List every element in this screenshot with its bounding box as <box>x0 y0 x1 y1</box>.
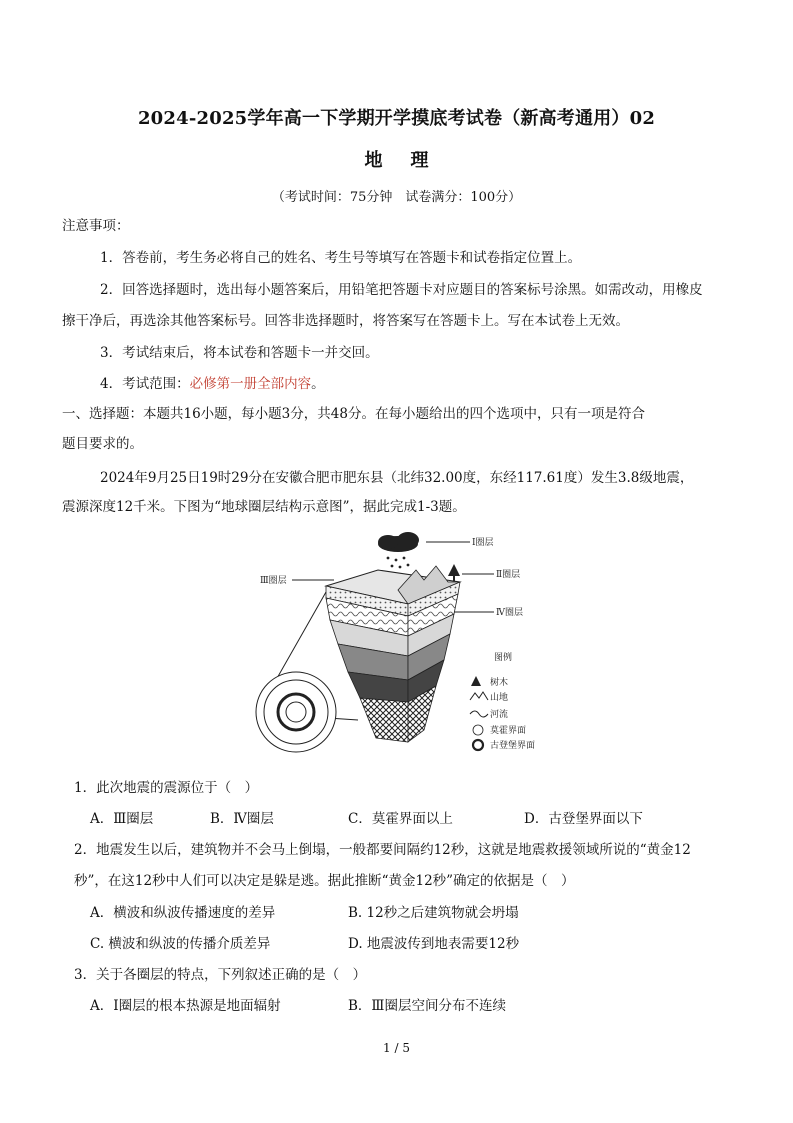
question-1-option-c: C．莫霍界面以上 <box>348 811 453 827</box>
legend-moho-icon <box>473 725 483 735</box>
notice-item-4 <box>100 374 325 394</box>
cloud-icon <box>378 532 419 568</box>
legend-mountain-icon <box>470 692 488 700</box>
question-1-option-a: A．Ⅲ圈层 <box>90 811 154 827</box>
question-2-option-d: D. 地震波传到地表需要12秒 <box>348 936 520 952</box>
figure-legend <box>470 651 535 751</box>
legend-tree: 树木 <box>490 678 509 688</box>
globe-rings <box>256 672 336 752</box>
diagram-svg <box>248 530 548 760</box>
question-2-stem-line-2: 秒”，在这12秒中人们可以决定是躲是逃。据此推断“黄金12秒”确定的依据是（ ） <box>74 873 575 889</box>
notice-item-1: 1．答卷前，考生务必将自己的姓名、考生号等填写在答题卡和试卷指定位置上。 <box>100 250 582 266</box>
exam-info: （考试时间：75分钟 试卷满分：100分） <box>271 190 522 205</box>
notice-item-2-line-2: 擦干净后，再选涂其他答案标号。回答非选择题时，将答案写在答题卡上。写在本试卷上无效。 <box>62 313 629 329</box>
cross-section-block <box>326 566 460 742</box>
earth-sphere-diagram <box>248 530 548 760</box>
passage-line-1: 2024年9月25日19时29分在安徽合肥市肥东县（北纬32.00度，东经117.61度）发生3.8级地震， <box>100 470 694 486</box>
question-2-option-a: A．横波和纵波传播速度的差异 <box>90 905 276 921</box>
label-sphere-2: Ⅱ圈层 <box>496 570 521 580</box>
legend-river-icon <box>470 711 488 717</box>
question-3-option-a: A．Ⅰ圈层的根本热源是地面辐射 <box>90 998 281 1014</box>
legend-mountain: 山地 <box>490 693 509 703</box>
legend-moho: 莫霍界面 <box>490 726 527 736</box>
question-3-stem: 3．关于各圈层的特点，下列叙述正确的是（ ） <box>74 967 367 983</box>
passage-line-2: 震源深度12千米。下图为“地球圈层结构示意图”，据此完成1-3题。 <box>62 499 466 515</box>
notice-item-4-prefix: 4．考试范围： <box>100 376 190 392</box>
section-1-line-1: 一、选择题：本题共16小题，每小题3分，共48分。在每小题给出的四个选项中，只有一项是符合 <box>62 406 645 422</box>
tree-icon <box>448 564 460 581</box>
subject-title: 地理 <box>364 150 457 171</box>
exam-scope: 必修第一册全部内容 <box>189 376 312 392</box>
question-1-option-b: B．Ⅳ圈层 <box>210 811 274 827</box>
legend-gutenberg-icon <box>473 740 483 750</box>
notice-heading: 注意事项： <box>62 218 130 234</box>
question-1-stem: 1．此次地震的震源位于（ ） <box>74 780 259 796</box>
page-number: 1 / 5 <box>383 1041 410 1055</box>
notice-item-3: 3．考试结束后，将本试卷和答题卡一并交回。 <box>100 345 379 361</box>
legend-river: 河流 <box>490 710 509 720</box>
question-2-stem-line-1: 2．地震发生以后，建筑物并不会马上倒塌，一般都要间隔约12秒，这就是地震救援领域所说的“黄金12 <box>74 842 691 858</box>
question-2-option-b: B. 12秒之后建筑物就会坍塌 <box>348 905 519 921</box>
notice-item-4-suffix: 。 <box>311 376 325 392</box>
legend-gutenberg: 古登堡界面 <box>490 741 536 751</box>
question-2-option-c: C. 横波和纵波的传播介质差异 <box>90 936 271 952</box>
label-sphere-4: Ⅳ圈层 <box>496 608 523 618</box>
section-1-line-2: 题目要求的。 <box>62 436 143 452</box>
label-sphere-1: Ⅰ圈层 <box>472 538 494 548</box>
legend-tree-icon <box>471 676 481 686</box>
legend-title: 图例 <box>494 653 513 663</box>
exam-title: 2024-2025学年高一下学期开学摸底考试卷（新高考通用）02 <box>137 108 656 129</box>
notice-item-2-line-1: 2．回答选择题时，选出每小题答案后，用铅笔把答题卡对应题目的答案标号涂黑。如需改动，用橡皮 <box>100 282 703 298</box>
label-sphere-3: Ⅲ圈层 <box>260 576 287 586</box>
question-3-option-b: B．Ⅲ圈层空间分布不连续 <box>348 998 506 1014</box>
question-1-option-d: D．古登堡界面以下 <box>524 811 643 827</box>
